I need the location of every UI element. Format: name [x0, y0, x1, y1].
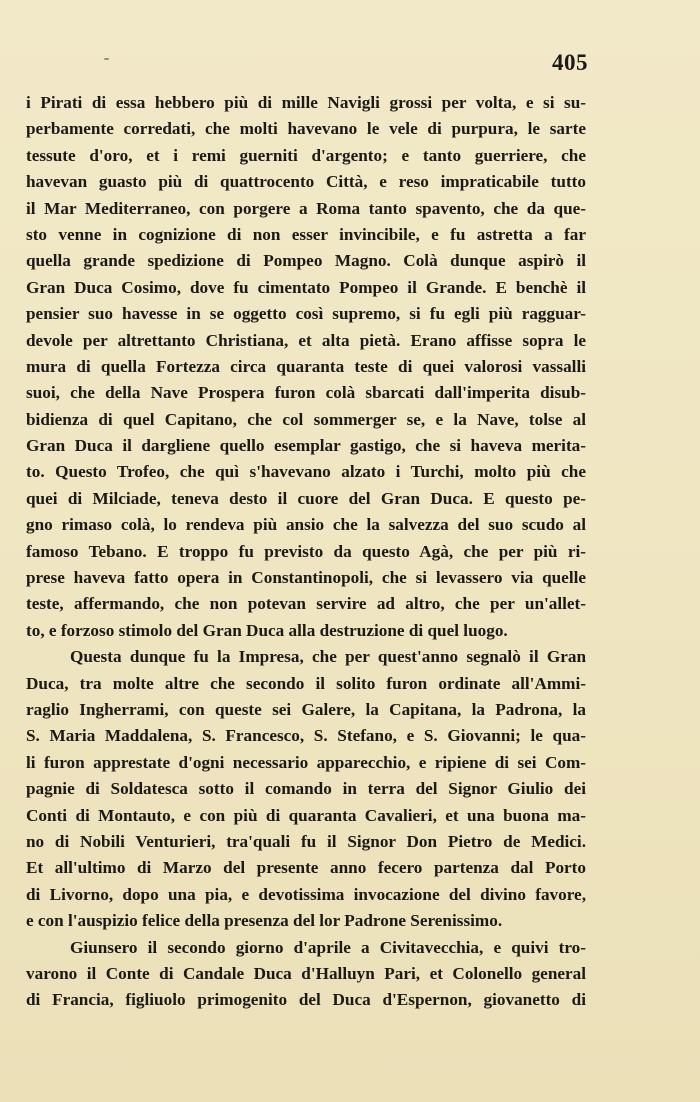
text-line: mura di quella Fortezza circa quaranta teste di quei valorosi vassalli	[26, 356, 586, 376]
text-line: havevan guasto più di quattrocento Città, e reso impraticabile tutto	[26, 172, 586, 192]
text-line: S. Maria Maddalena, S. Francesco, S. Stefano, e S. Giovanni; le qua-	[26, 726, 586, 746]
text-line: bidienza di quel Capitano, che col sommerger se, e la Nave, tolse al	[26, 409, 586, 429]
text-line: pensier suo havesse in se oggetto così supremo, si fu egli più ragguar-	[26, 304, 586, 324]
text-line: sto venne in cognizione di non esser invincibile, e fu astretta a far	[26, 224, 586, 244]
text-line: Giunsero il secondo giorno d'aprile a Civitavecchia, e quivi tro-	[70, 937, 586, 957]
ink-speck	[104, 58, 109, 60]
text-line: quei di Milciade, teneva desto il cuore del Gran Duca. E questo pe-	[26, 488, 586, 508]
text-line: li furon apprestate d'ogni necessario apparecchio, e ripiene di sei Com-	[26, 752, 586, 772]
text-line: tessute d'oro, et i remi guerniti d'argento; e tanto guerriere, che	[26, 145, 586, 165]
text-line: no di Nobili Venturieri, tra'quali fu il Signor Don Pietro de Medici.	[26, 831, 586, 851]
text-line: i Pirati di essa hebbero più di mille Navigli grossi per volta, e si su-	[26, 93, 586, 112]
text-line: Et all'ultimo di Marzo del presente anno fecero partenza dal Porto	[26, 858, 586, 878]
text-line: to. Questo Trofeo, che quì s'havevano alzato i Turchi, molto più che	[26, 462, 586, 482]
text-line: pagnie di Soldatesca sotto il comando in terra del Signor Giulio dei	[26, 779, 586, 799]
text-line: teste, affermando, che non potevan servire ad altro, che per un'allet-	[26, 594, 586, 614]
text-line: il Mar Mediterraneo, con porgere a Roma tanto spavento, che da que-	[26, 198, 586, 218]
text-line: Questa dunque fu la Impresa, che per quest'anno segnalò il Gran	[70, 647, 586, 667]
text-line: perbamente corredati, che molti havevano le vele di purpura, le sarte	[26, 119, 586, 139]
text-line: Gran Duca il dargliene quello esemplar gastigo, che si haveva merita-	[26, 436, 586, 456]
text-line: e con l'auspizio felice della presenza del lor Padrone Serenissimo.	[26, 911, 503, 931]
text-line: Conti di Montauto, e con più di quaranta Cavalieri, et una buona ma-	[26, 805, 586, 825]
text-line: devole per altrettanto Christiana, et alta pietà. Erano affisse sopra le	[26, 330, 586, 350]
text-line: di Francia, figliuolo primogenito del Duca d'Espernon, giovanetto di	[26, 990, 586, 1010]
text-line: raglio Ingherrami, con queste sei Galere, la Capitana, la Padrona, la	[26, 699, 586, 719]
text-line: Duca, tra molte altre che secondo il solito furon ordinate all'Ammi-	[26, 673, 586, 693]
body-text	[26, 90, 586, 1014]
text-line: di Livorno, dopo una pia, e devotissima invocazione del divino favore,	[26, 884, 586, 904]
text-line: famoso Tebano. E troppo fu previsto da questo Agà, che per più ri-	[26, 541, 586, 561]
text-line: suoi, che della Nave Prospera furon colà sbarcati dall'imperita disub-	[26, 383, 586, 403]
text-line: Gran Duca Cosimo, dove fu cimentato Pompeo il Grande. E benchè il	[26, 277, 586, 297]
page-number: 405	[552, 50, 588, 75]
text-line: quella grande spedizione di Pompeo Magno. Colà dunque aspirò il	[26, 251, 586, 271]
text-line: varono il Conte di Candale Duca d'Halluyn Pari, et Colonello general	[26, 963, 586, 983]
text-line: gno rimaso colà, lo rendeva più ansio che la salvezza del suo scudo al	[26, 515, 586, 535]
text-line: to, e forzoso stimolo del Gran Duca alla destruzione di quel luogo.	[26, 620, 508, 640]
text-line: prese haveva fatto opera in Constantinopoli, che si levassero via quelle	[26, 568, 586, 588]
